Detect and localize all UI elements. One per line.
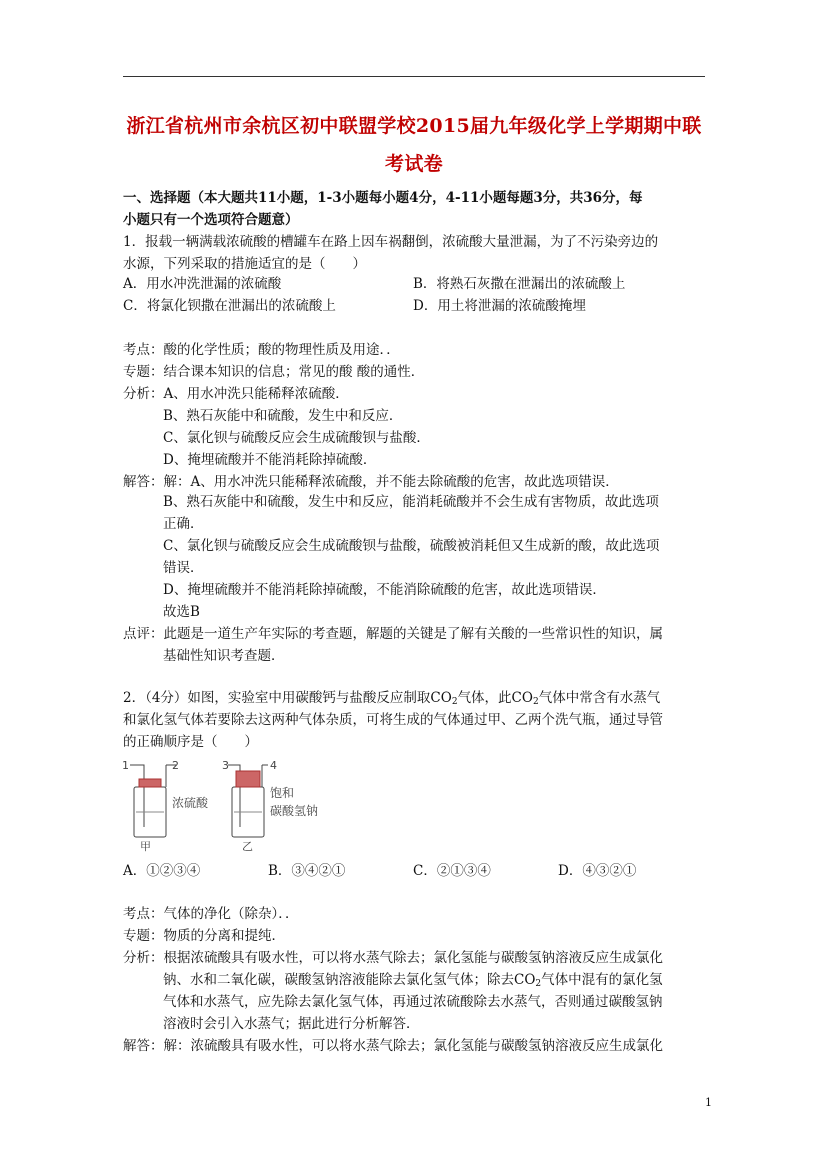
q2-option-b: B．③④②① bbox=[268, 863, 346, 879]
jia-port-2-label: 2 bbox=[172, 759, 179, 772]
q1-option-b: B．将熟石灰撒在泄漏出的浓硫酸上 bbox=[413, 276, 626, 292]
q2-kaodian: 考点：气体的净化（除杂）．． bbox=[123, 906, 299, 922]
page-number: 1 bbox=[705, 1096, 712, 1109]
q1-option-c: C．将氯化钡撒在泄漏出的浓硫酸上 bbox=[123, 298, 336, 314]
yi-name-label: 乙 bbox=[242, 840, 253, 853]
jia-stopper bbox=[139, 779, 161, 787]
q1-jieda-line: 故选B bbox=[163, 604, 200, 620]
q1-option-a: A．用水冲洗泄漏的浓硫酸 bbox=[123, 276, 282, 292]
q1-zhuanti: 专题：结合课本知识的信息；常见的酸 酸的通性． bbox=[123, 364, 425, 380]
q2-option-c: C．②①③④ bbox=[413, 863, 491, 879]
q2-stem-line3: 的正确顺序是（ ） bbox=[123, 734, 258, 750]
q1-stem-line2: 水源，下列采取的措施适宜的是（ ） bbox=[123, 256, 366, 272]
q1-jieda-line: D、掩埋硫酸并不能消耗除掉硫酸，不能消除硫酸的危害，故此选项错误． bbox=[163, 582, 606, 598]
q2-stem-line1: 2．（4分）如图，实验室中用碳酸钙与盐酸反应制取$CO_2$气体，此$CO_2$气体中常含有水蒸气 bbox=[123, 690, 661, 707]
yi-liquid-label-2: 碳酸氢钠 bbox=[270, 804, 319, 818]
q1-jieda-line: 正确． bbox=[163, 516, 204, 532]
gas-washing-bottles-figure bbox=[122, 757, 342, 853]
q1-jieda-line: B、熟石灰能中和硫酸，发生中和反应，能消耗硫酸并不会生成有害物质，故此选项 bbox=[163, 494, 659, 510]
q1-kaodian: 考点：酸的化学性质；酸的物理性质及用途．． bbox=[123, 342, 400, 358]
q1-stem-line1: 1．报载一辆满载浓硫酸的槽罐车在路上因车祸翻倒，浓硫酸大量泄漏，为了不污染旁边的 bbox=[123, 234, 659, 250]
q2-option-d: D．④③②① bbox=[558, 863, 637, 879]
q2-fenxi-line3: 气体和水蒸气，应先除去氯化氢气体，再通过浓硫酸除去水蒸气，否则通过碳酸氢钠 bbox=[163, 994, 663, 1010]
document-title-line1: 浙江省杭州市余杭区初中联盟学校2015届九年级化学上学期期中联 bbox=[126, 115, 702, 137]
q2-zhuanti: 专题：物质的分离和提纯． bbox=[123, 928, 285, 944]
q2-option-a: A．①②③④ bbox=[123, 863, 201, 879]
q1-fenxi-line: D、掩埋硫酸并不能消耗除掉硫酸． bbox=[163, 452, 377, 468]
q1-dianping-line: 基础性知识考查题． bbox=[163, 648, 285, 664]
q2-fenxi-line4: 溶液时会引入水蒸气；据此进行分析解答． bbox=[163, 1016, 420, 1032]
q1-fenxi-line: B、熟石灰能中和硫酸，发生中和反应． bbox=[163, 408, 403, 424]
bottle-yi bbox=[222, 759, 318, 853]
jia-port-1-label: 1 bbox=[122, 759, 129, 772]
yi-port-3-label: 3 bbox=[222, 759, 229, 772]
q1-dianping-line: 点评：此题是一道生产年实际的考查题，解题的关键是了解有关酸的一些常识性的知识，属 bbox=[123, 626, 663, 642]
section-heading-line1: 一、选择题（本大题共11小题，1-3小题每小题4分，4-11小题每题3分，共36分，每 bbox=[123, 190, 643, 206]
q2-stem-line2: 和氯化氢气体若要除去这两种气体杂质，可将生成的气体通过甲、乙两个洗气瓶，通过导管 bbox=[123, 712, 663, 728]
yi-liquid-label-1: 饱和 bbox=[270, 786, 295, 800]
q1-jieda-line: 解答：解：A、用水冲洗只能稀释浓硫酸，并不能去除硫酸的危害，故此选项错误． bbox=[123, 474, 619, 490]
q1-fenxi-line: C、氯化钡与硫酸反应会生成硫酸钡与盐酸． bbox=[163, 430, 430, 446]
yi-port-4-label: 4 bbox=[270, 759, 277, 772]
q2-fenxi-line1: 分析：根据浓硫酸具有吸水性，可以将水蒸气除去；氯化氢能与碳酸氢钠溶液反应生成氯化 bbox=[123, 950, 663, 966]
yi-stopper bbox=[236, 771, 260, 787]
jia-name-label: 甲 bbox=[140, 840, 151, 853]
header-rule bbox=[123, 76, 705, 77]
q2-jieda-line1: 解答：解：浓硫酸具有吸水性，可以将水蒸气除去；氯化氢能与碳酸氢钠溶液反应生成氯化 bbox=[123, 1038, 663, 1054]
bottle-jia bbox=[122, 759, 209, 853]
q1-fenxi-line: 分析：A、用水冲洗只能稀释浓硫酸． bbox=[123, 386, 349, 402]
q1-jieda-line: C、氯化钡与硫酸反应会生成硫酸钡与盐酸，硫酸被消耗但又生成新的酸，故此选项 bbox=[163, 538, 660, 554]
document-title-line2: 考试卷 bbox=[385, 153, 443, 175]
jia-liquid-label: 浓硫酸 bbox=[172, 796, 209, 810]
q2-fenxi-line2: 钠、水和二氧化碳，碳酸氢钠溶液能除去氯化氢气体；除去$CO_2$气体中混有的氯化氢 bbox=[163, 972, 663, 989]
section-heading-line2: 小题只有一个选项符合题意） bbox=[123, 212, 299, 228]
q1-option-d: D．用土将泄漏的浓硫酸掩埋 bbox=[413, 298, 586, 314]
q1-jieda-line: 错误． bbox=[163, 560, 204, 576]
